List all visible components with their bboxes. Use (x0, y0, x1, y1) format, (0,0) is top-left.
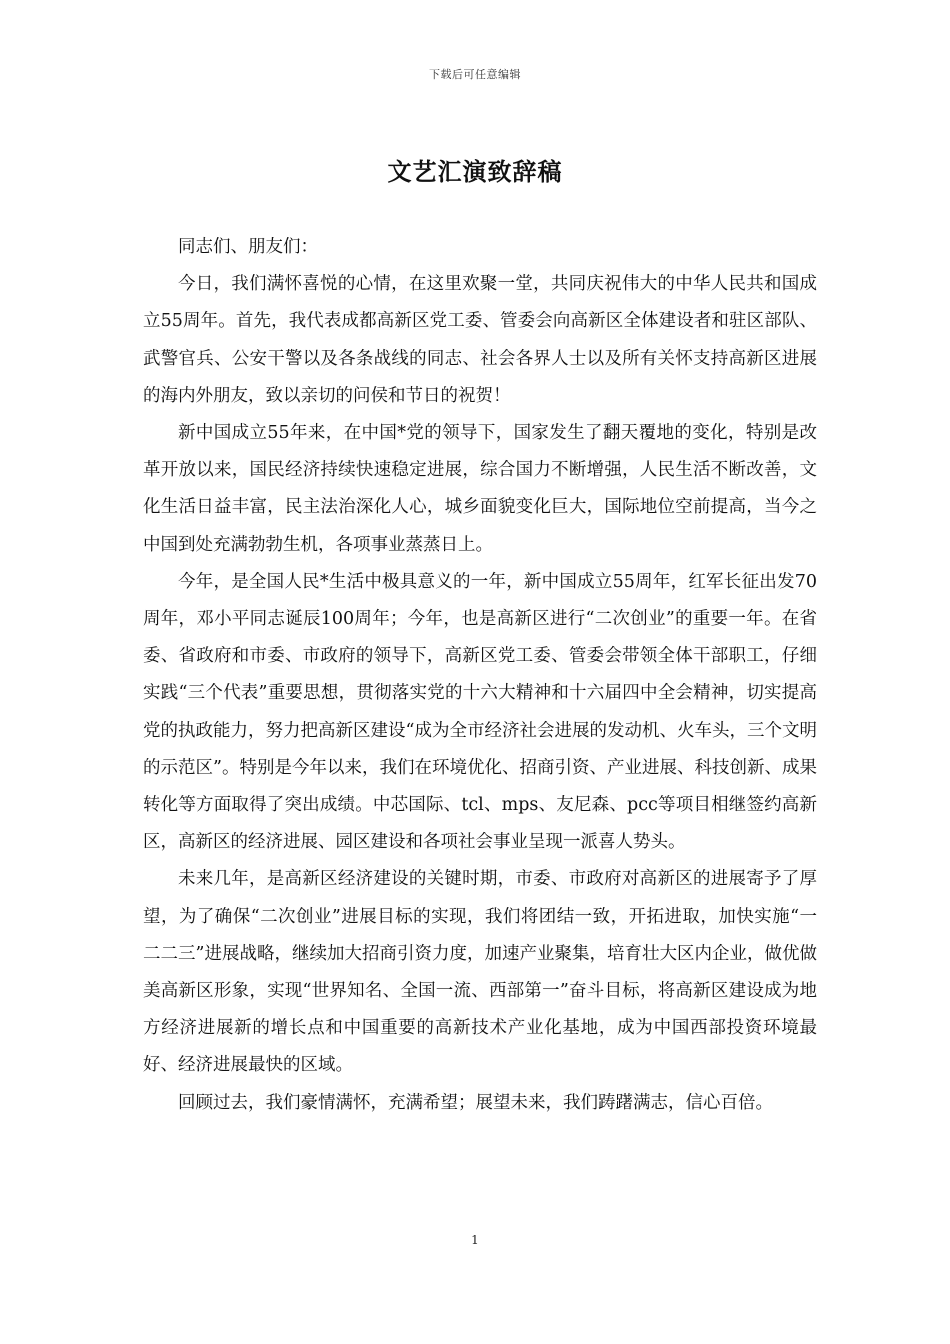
paragraph: 今年，是全国人民*生活中极具意义的一年，新中国成立55周年，红军长征出发70周年，邓小平同志诞辰100周年；今年，也是高新区进行“二次创业”的重要一年。在省委、省政府和市委、市政府的领导下，高新区党工委、管委会带领全体干部职工，仔细实践“三个代表”重要思想，贯彻落实党的十六大精神和十六届四中全会精神，切实提高党的执政能力，努力把高新区建设“成为全市经济社会进展的发动机、火车头，三个文明的示范区”。特别是今年以来，我们在环境优化、招商引资、产业进展、科技创新、成果转化等方面取得了突出成绩。中芯国际、tcl、mps、友尼森、pcc等项目相继签约高新区，高新区的经济进展、园区建设和各项社会事业呈现一派喜人势头。 (143, 571, 817, 853)
paragraph: 今日，我们满怀喜悦的心情，在这里欢聚一堂，共同庆祝伟大的中华人民共和国成立55周年。首先，我代表成都高新区党工委、管委会向高新区全体建设者和驻区部队、武警官兵、公安干警以及各条战线的同志、社会各界人士以及所有关怀支持高新区进展的海内外朋友，致以亲切的问侯和节日的祝贺！ (143, 274, 817, 406)
document-body (143, 229, 817, 1122)
header-note: 下载后可任意编辑 (429, 68, 521, 81)
paragraph: 未来几年，是高新区经济建设的关键时期，市委、市政府对高新区的进展寄予了厚望，为了确保“二次创业”进展目标的实现，我们将团结一致，开拓进取，加快实施“一二二三”进展战略，继续加大招商引资力度，加速产业聚集，培育壮大区内企业，做优做美高新区形象，实现“世界知名、全国一流、西部第一”奋斗目标，将高新区建设成为地方经济进展新的增长点和中国重要的高新技术产业化基地，成为中国西部投资环境最好、经济进展最快的区域。 (143, 869, 817, 1076)
paragraph-salutation: 同志们、朋友们： (178, 237, 318, 257)
paragraph: 回顾过去，我们豪情满怀，充满希望；展望未来，我们踌躇满志，信心百倍。 (178, 1092, 773, 1113)
document-title: 文艺汇演致辞稿 (387, 157, 563, 186)
page-number: 1 (471, 1233, 479, 1247)
paragraph: 新中国成立55年来，在中国*党的领导下，国家发生了翻天覆地的变化，特别是改革开放以来，国民经济持续快速稳定进展，综合国力不断增强，人民生活不断改善，文化生活日益丰富，民主法治深化人心，城乡面貌变化巨大，国际地位空前提高，当今之中国到处充满勃勃生机，各项事业蒸蒸日上。 (143, 423, 817, 555)
